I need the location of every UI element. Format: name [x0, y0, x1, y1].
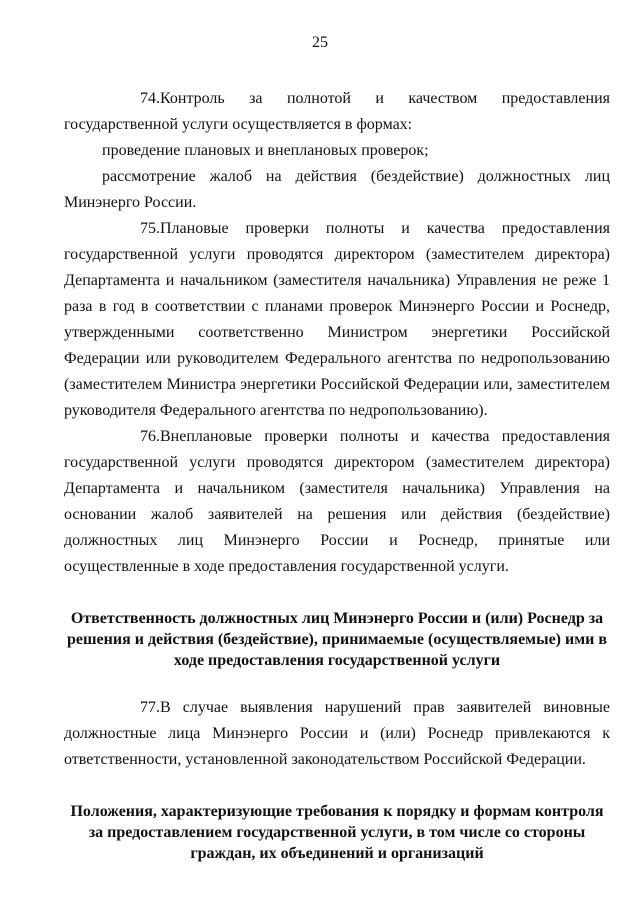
paragraph-number: 77.: [140, 699, 160, 716]
paragraph-text: Контроль за полнотой и качеством предоставления государственной услуги осуществляется в формах:: [64, 90, 610, 133]
paragraph-75: [64, 216, 610, 424]
paragraph-74-item-2: рассмотрение жалоб на действия (бездействие) должностных лиц Минэнерго России.: [64, 168, 610, 211]
section-heading-control-requirements: Положения, характеризующие требования к порядку и формам контроля за предоставлением государственной услуги, в том числе со стороны граждан, их объединений и организаций: [70, 803, 604, 862]
document-body: [64, 86, 610, 864]
spacer: [64, 580, 610, 608]
spacer: [64, 773, 610, 801]
paragraph-text: Плановые проверки полноты и качества предоставления государственной услуги проводятся директором (заместителем директора) Департамента и начальником (заместителя начальника) Управления не реже 1 раза в год в соответствии с планами проверок Минэнерго России и Роснедр, утвержденными соответственно Министром энергетики Российской Федерации или руководителем Федерального агентства по недропользованию (заместителем Министра энергетики Российской Федерации или, заместителем руководителя Федерального агентства по недропользованию).: [64, 220, 610, 419]
page-number: 25: [312, 34, 328, 51]
paragraph-76: [64, 424, 610, 580]
paragraph-number: 75.: [140, 220, 160, 237]
paragraph-text: В случае выявления нарушений прав заявителей виновные должностные лица Минэнерго России и (или) Роснедр привлекаются к ответственности, установленной законодательством Российской Федерации.: [64, 699, 610, 768]
section-heading-responsibility: Ответственность должностных лиц Минэнерго России и (или) Роснедр за решения и действия (бездействие), принимаемые (осуществляемые) ими в ходе предоставления государственной услуги: [67, 610, 607, 669]
paragraph-74: [64, 86, 610, 138]
paragraph-text: Внеплановые проверки полноты и качества предоставления государственной услуги проводятся директором (заместителем директора) Департамента и начальником (заместителя начальника) Управления на основании жалоб заявителей на решения или действия (бездействие) должностных лиц Минэнерго России и Роснедр, принятые или осуществленные в ходе предоставления государственной услуги.: [64, 428, 610, 575]
paragraph-number: 76.: [140, 428, 160, 445]
paragraph-74-item-1: проведение плановых и внеплановых проверок;: [102, 142, 429, 159]
paragraph-77: [64, 695, 610, 773]
spacer: [64, 671, 610, 695]
paragraph-number: 74.: [140, 90, 160, 107]
